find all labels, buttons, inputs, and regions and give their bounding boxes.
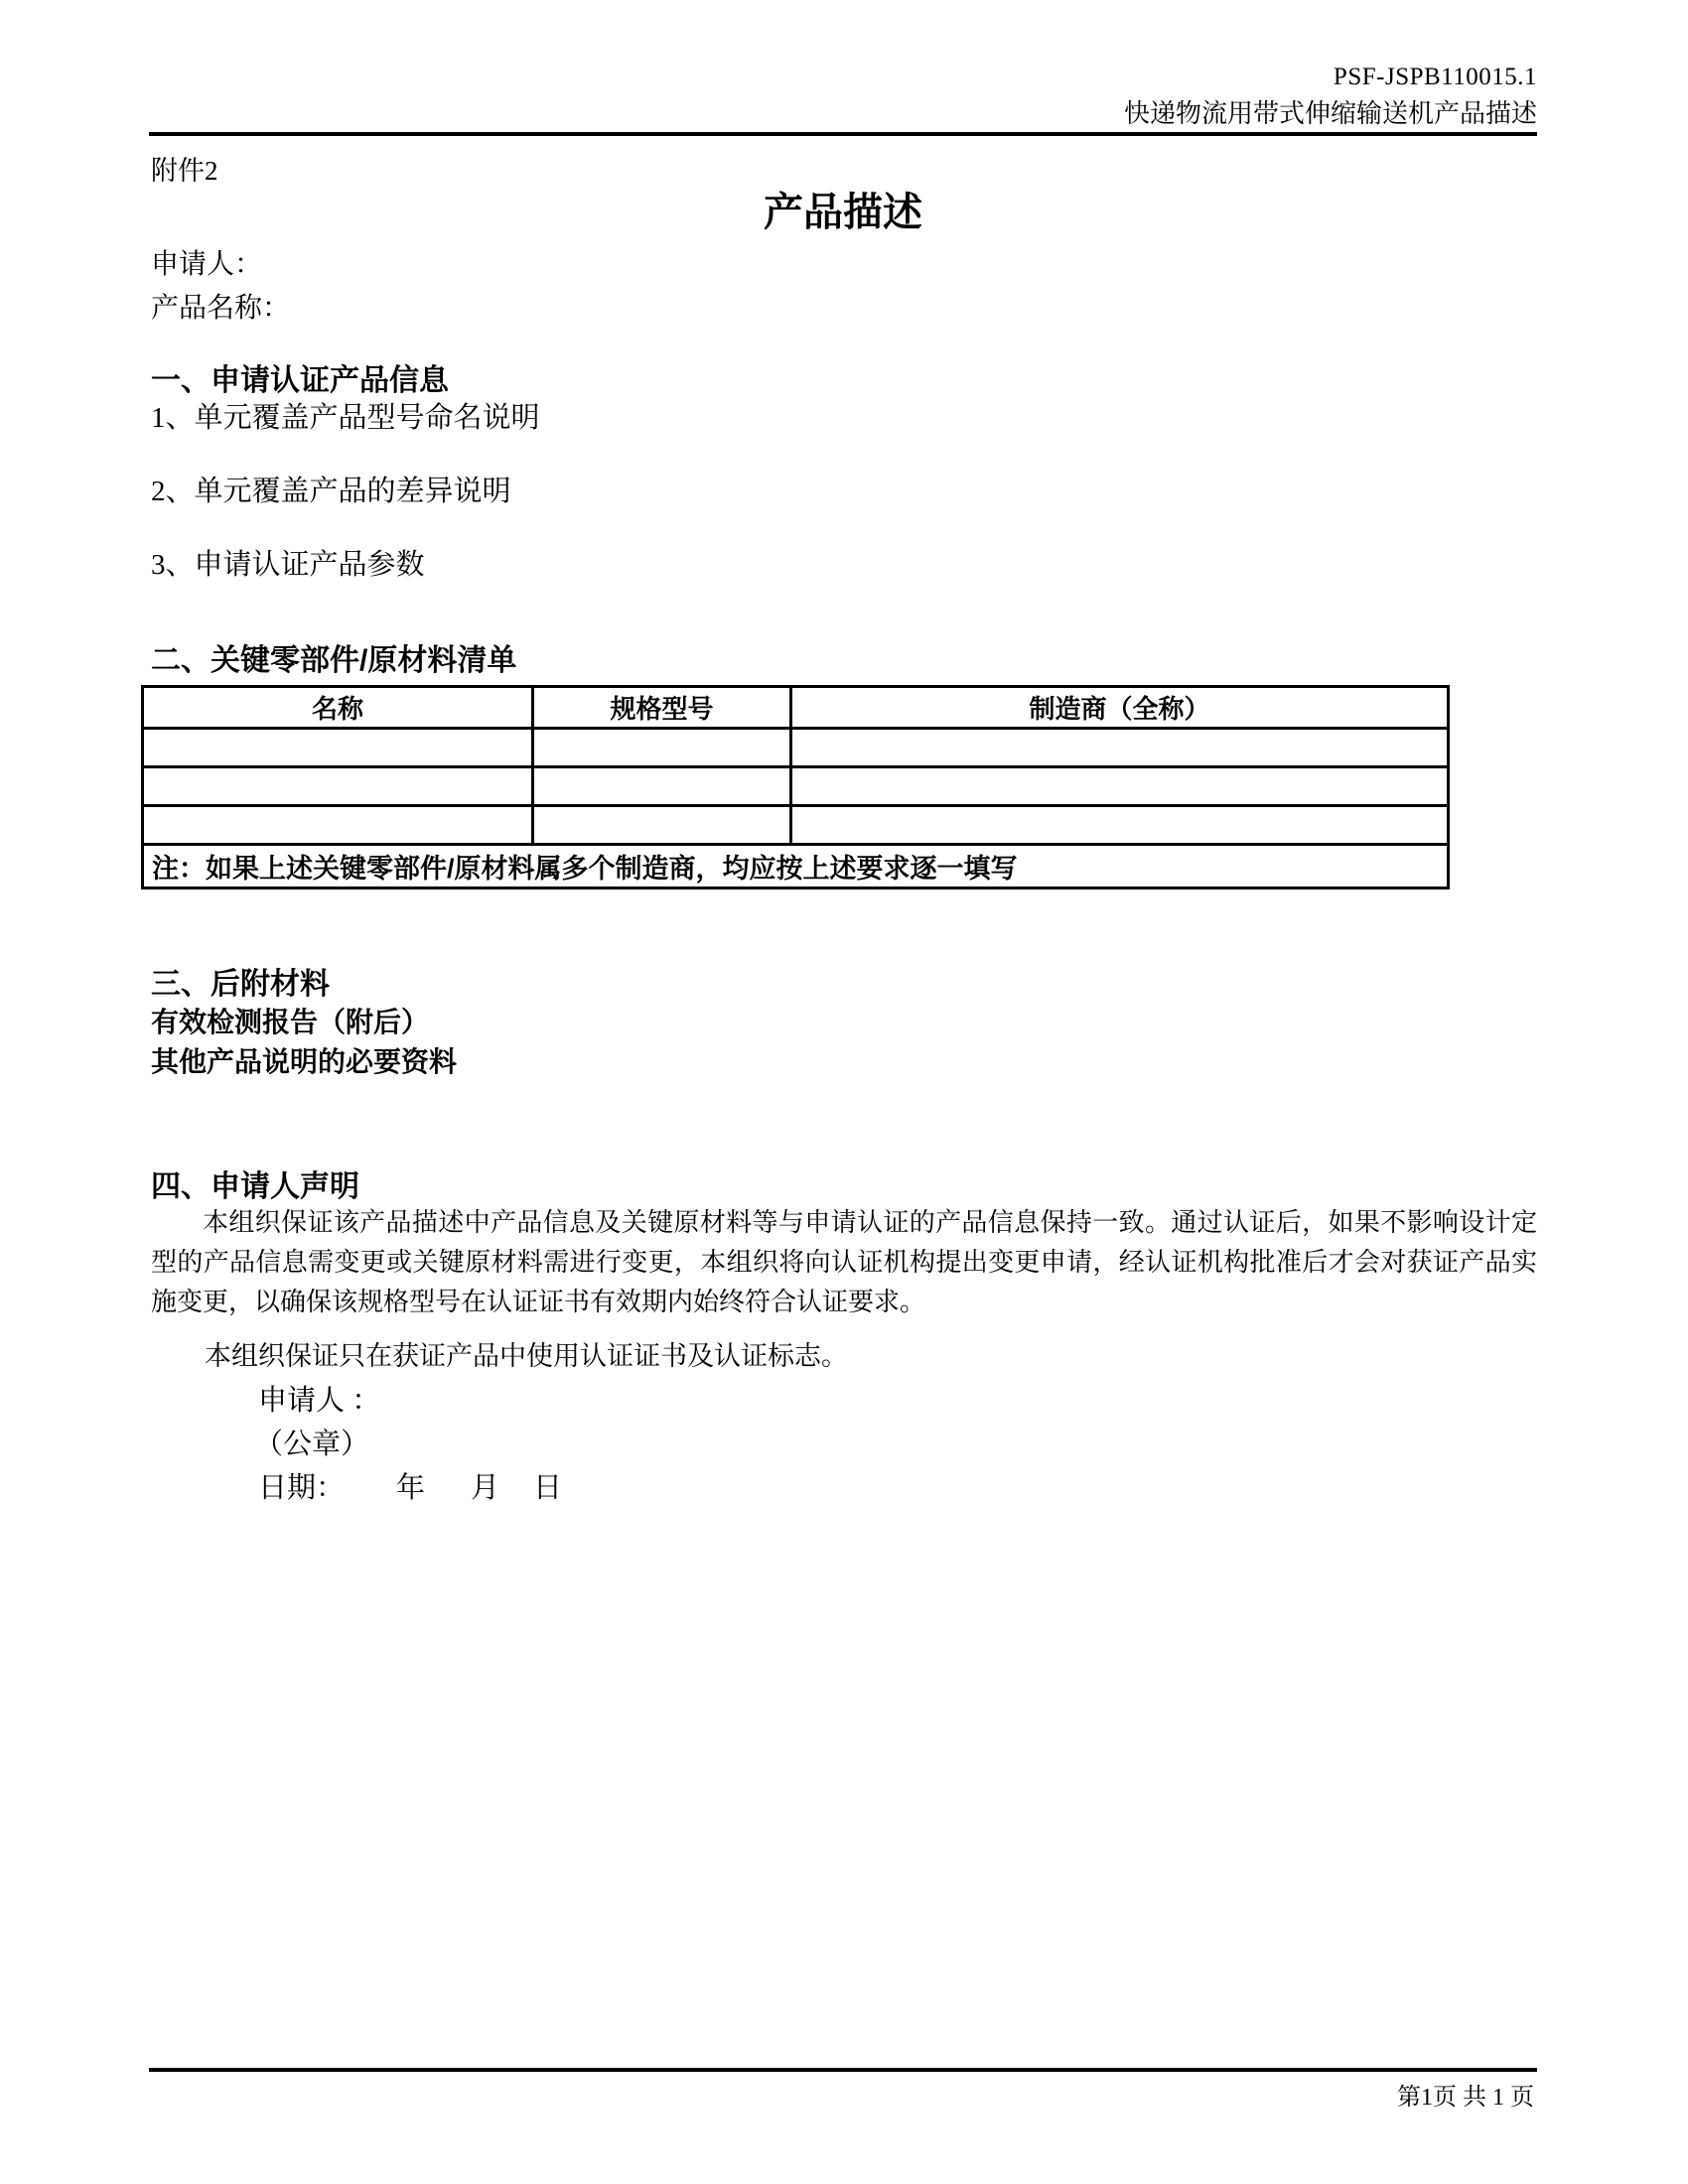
table-cell: [533, 729, 791, 767]
section-3-line: 其他产品说明的必要资料: [151, 1046, 458, 1077]
product-name-label: 产品名称：: [151, 293, 291, 324]
page-title: 产品描述: [764, 191, 922, 234]
section-4-heading: 四、申请人声明: [151, 1170, 359, 1203]
section-1-item: 2、单元覆盖产品的差异说明: [151, 476, 511, 507]
declaration-paragraph-2: 本组织保证只在获证产品中使用认证证书及认证标志。: [205, 1341, 848, 1371]
key-parts-table: [141, 685, 1450, 889]
table-cell: [791, 767, 1449, 806]
column-header-name: 名称: [143, 687, 533, 729]
table-cell: [533, 806, 791, 845]
document-number: PSF-JSPB110015.1: [1333, 64, 1537, 90]
section-3-line: 有效检测报告（附后）: [151, 1007, 430, 1037]
column-header-manufacturer: 制造商（全称）: [791, 687, 1449, 729]
table-row: [143, 729, 1449, 767]
declaration-paragraph-1: 本组织保证该产品描述中产品信息及关键原材料等与申请认证的产品信息保持一致。通过认证后，如果不影响设计定型的产品信息需变更或关键原材料需进行变更，本组织将向认证机构提出变更申请，经认证机构批准后才会对获证产品实施变更，以确保该规格型号在认证证书有效期内始终符合认证要求。: [151, 1208, 1537, 1316]
applicant-label: 申请人：: [151, 249, 263, 280]
signature-seal-label: （公章）: [254, 1429, 370, 1460]
table-cell: [143, 806, 533, 845]
table-note-row: [143, 845, 1449, 888]
section-2-heading: 二、关键零部件/原材料清单: [151, 644, 517, 677]
footer-page-info: 第1页 共 1 页: [1397, 2085, 1534, 2111]
table-cell: [143, 729, 533, 767]
table-row: [143, 767, 1449, 806]
attachment-label: 附件2: [151, 156, 218, 186]
table-cell: [533, 767, 791, 806]
month-label: 月: [471, 1472, 500, 1504]
signature-date-line: [258, 1465, 562, 1506]
column-header-spec: 规格型号: [533, 687, 791, 729]
table-row: [143, 806, 1449, 845]
table-cell: [143, 767, 533, 806]
section-1-item: 3、申请认证产品参数: [151, 549, 425, 581]
table-header-row: [143, 687, 1449, 729]
day-label: 日: [533, 1472, 563, 1504]
document-subtitle: 快递物流用带式伸缩输送机产品描述: [1123, 99, 1537, 128]
table-cell: [791, 729, 1449, 767]
section-1-item: 1、单元覆盖产品型号命名说明: [151, 402, 540, 434]
year-label: 年: [396, 1472, 426, 1504]
signature-applicant-label: 申请人 ：: [258, 1385, 381, 1417]
table-note: 注：如果上述关键零部件/原材料属多个制造商，均应按上述要求逐一填写: [143, 845, 1449, 888]
footer-rule: [149, 2068, 1537, 2072]
section-3-heading: 三、后附材料: [151, 968, 330, 1001]
header-rule: [149, 132, 1537, 136]
date-label: 日期：: [258, 1472, 346, 1504]
table-cell: [791, 806, 1449, 845]
section-1-heading: 一、申请认证产品信息: [151, 364, 449, 397]
